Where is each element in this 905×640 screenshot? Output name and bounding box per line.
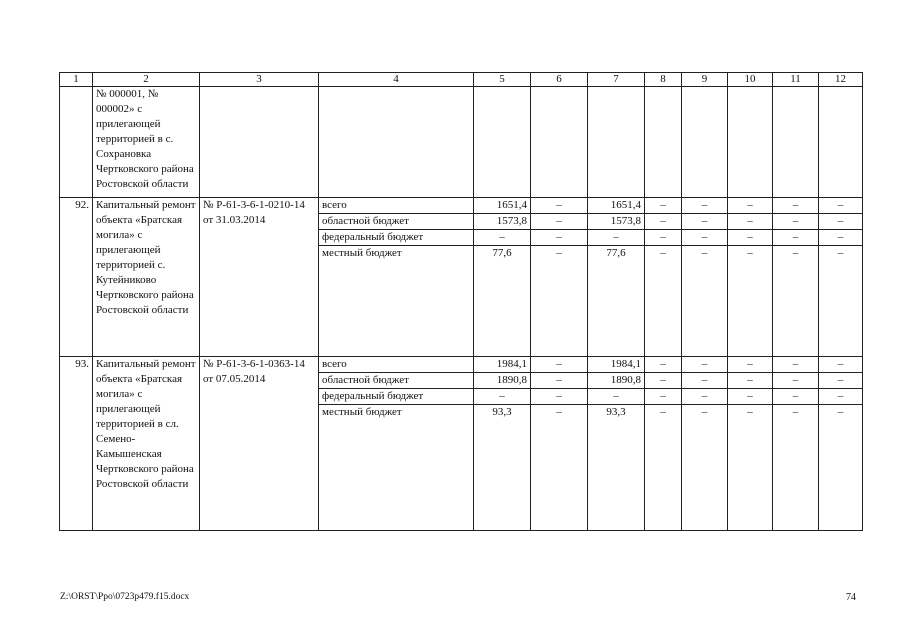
value-cell: – — [531, 405, 588, 531]
empty-cell — [531, 87, 588, 198]
value-cell: – — [531, 198, 588, 214]
value-cell: – — [819, 198, 863, 214]
value-cell: – — [728, 405, 773, 531]
funding-source: федеральный бюджет — [319, 389, 474, 405]
file-path: Z:\ORST\Ppo\0723p479.f15.docx — [60, 592, 190, 602]
value-cell: – — [682, 198, 728, 214]
value-cell: – — [819, 357, 863, 373]
value-cell: – — [773, 230, 819, 246]
value-cell: – — [773, 405, 819, 531]
object-description: Капитальный ремонт объекта «Братская могила» с прилегающей территорией с. Кутейниково Чертковского района Ростовской области — [93, 198, 200, 357]
value-cell: 77,6 — [474, 246, 531, 357]
value-cell: – — [682, 246, 728, 357]
value-cell: – — [773, 357, 819, 373]
page-number: 74 — [846, 592, 856, 603]
value-cell: – — [728, 198, 773, 214]
funding-source: федеральный бюджет — [319, 230, 474, 246]
value-cell: – — [645, 389, 682, 405]
col-header: 11 — [773, 73, 819, 87]
value-cell: – — [728, 373, 773, 389]
empty-cell — [728, 87, 773, 198]
value-cell: – — [682, 405, 728, 531]
value-cell: – — [474, 389, 531, 405]
value-cell: – — [645, 214, 682, 230]
value-cell: 1573,8 — [474, 214, 531, 230]
value-cell: – — [682, 214, 728, 230]
empty-cell — [200, 87, 319, 198]
value-cell: – — [682, 389, 728, 405]
value-cell: – — [645, 357, 682, 373]
empty-cell — [319, 87, 474, 198]
value-cell: – — [645, 246, 682, 357]
empty-cell — [474, 87, 531, 198]
value-cell: – — [773, 373, 819, 389]
value-cell: – — [819, 389, 863, 405]
col-header: 7 — [588, 73, 645, 87]
value-cell: 1890,8 — [588, 373, 645, 389]
col-header: 9 — [682, 73, 728, 87]
table-row — [60, 198, 863, 214]
value-cell: – — [819, 214, 863, 230]
value-cell: – — [645, 405, 682, 531]
value-cell: 77,6 — [588, 246, 645, 357]
empty-cell — [682, 87, 728, 198]
value-cell: – — [682, 230, 728, 246]
object-description: № 000001, № 000002» с прилегающей территорией в с. Сохрановка Чертковского района Ростовской области — [93, 87, 200, 198]
funding-source: местный бюджет — [319, 246, 474, 357]
col-header: 12 — [819, 73, 863, 87]
value-cell: – — [819, 246, 863, 357]
row-number: 93. — [60, 357, 93, 531]
budget-table — [59, 72, 863, 531]
column-number-row — [60, 73, 863, 87]
value-cell: – — [474, 230, 531, 246]
row-number: 92. — [60, 198, 93, 357]
empty-cell — [645, 87, 682, 198]
value-cell: 1651,4 — [474, 198, 531, 214]
empty-cell — [60, 87, 93, 198]
value-cell: – — [773, 389, 819, 405]
col-header: 2 — [93, 73, 200, 87]
col-header: 8 — [645, 73, 682, 87]
value-cell: – — [819, 405, 863, 531]
value-cell: – — [728, 214, 773, 230]
funding-source: всего — [319, 198, 474, 214]
value-cell: 1984,1 — [474, 357, 531, 373]
empty-cell — [588, 87, 645, 198]
value-cell: – — [682, 373, 728, 389]
object-description: Капитальный ремонт объекта «Братская могила» с прилегающей территорией в сл. Семено-Камышенская Чертковского района Ростовской области — [93, 357, 200, 531]
col-header: 6 — [531, 73, 588, 87]
value-cell: – — [645, 373, 682, 389]
value-cell: – — [531, 246, 588, 357]
value-cell: 93,3 — [474, 405, 531, 531]
value-cell: – — [682, 357, 728, 373]
value-cell: – — [531, 389, 588, 405]
col-header: 10 — [728, 73, 773, 87]
value-cell: – — [773, 246, 819, 357]
value-cell: 1984,1 — [588, 357, 645, 373]
value-cell: – — [773, 214, 819, 230]
value-cell: – — [819, 373, 863, 389]
value-cell: – — [531, 214, 588, 230]
value-cell: – — [645, 230, 682, 246]
value-cell: – — [728, 357, 773, 373]
value-cell: 1890,8 — [474, 373, 531, 389]
empty-cell — [819, 87, 863, 198]
funding-source: местный бюджет — [319, 405, 474, 531]
value-cell: 1573,8 — [588, 214, 645, 230]
document-number: № Р-61-3-6-1-0210-14 от 31.03.2014 — [200, 198, 319, 357]
value-cell: – — [531, 357, 588, 373]
value-cell: 1651,4 — [588, 198, 645, 214]
col-header: 4 — [319, 73, 474, 87]
value-cell: – — [728, 389, 773, 405]
value-cell: – — [588, 230, 645, 246]
value-cell: – — [728, 230, 773, 246]
col-header: 5 — [474, 73, 531, 87]
value-cell: – — [531, 373, 588, 389]
value-cell: – — [588, 389, 645, 405]
table-row — [60, 357, 863, 373]
value-cell: – — [645, 198, 682, 214]
funding-source: областной бюджет — [319, 214, 474, 230]
document-number: № Р-61-3-6-1-0363-14 от 07.05.2014 — [200, 357, 319, 531]
funding-source: областной бюджет — [319, 373, 474, 389]
continuation-row — [60, 87, 863, 198]
value-cell: – — [531, 230, 588, 246]
value-cell: – — [728, 246, 773, 357]
value-cell: 93,3 — [588, 405, 645, 531]
value-cell: – — [819, 230, 863, 246]
funding-source: всего — [319, 357, 474, 373]
col-header: 3 — [200, 73, 319, 87]
col-header: 1 — [60, 73, 93, 87]
value-cell: – — [773, 198, 819, 214]
empty-cell — [773, 87, 819, 198]
